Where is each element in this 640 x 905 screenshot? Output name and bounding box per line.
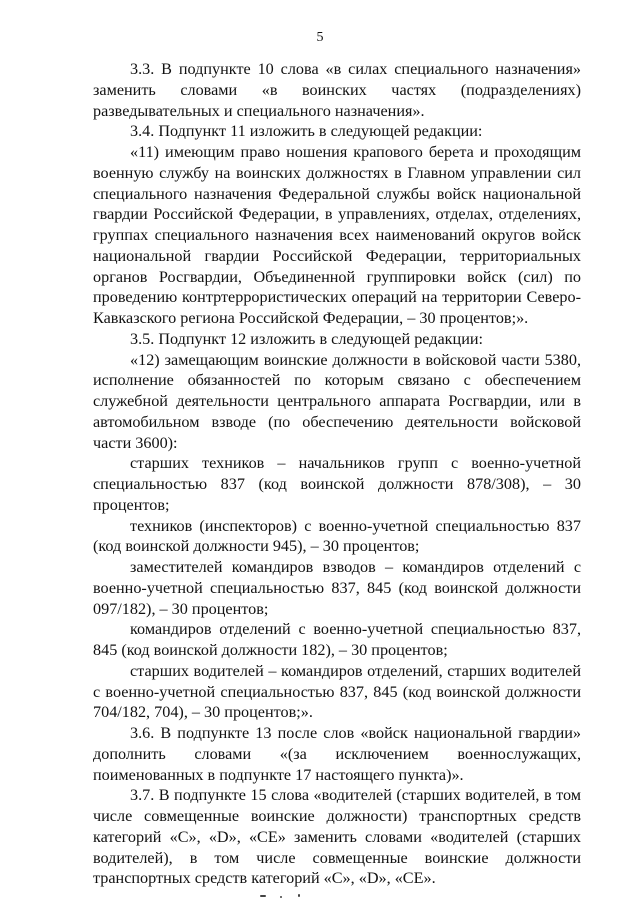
scan-artifact (258, 892, 308, 900)
list-item-deputy-platoon-commanders: заместителей командиров взводов – командиров отделений с военно-учетной специальностью 837, 845 (код воинской должности 097/182), – 30 процентов; (93, 558, 581, 618)
document-body (93, 59, 581, 889)
subparagraph-12-text: «12) замещающим воинские должности в войсковой части 5380, исполнение обязанностей по которым связано с обеспечением служебной деятельности центрального аппарата Росгвардии, или в автомобильном взводе (по обеспечению деятельности войсковой части 3600): (93, 350, 581, 452)
paragraph-3-4: 3.4. Подпункт 11 изложить в следующей редакции: (130, 122, 483, 141)
paragraph-3-3: 3.3. В подпункте 10 слова «в силах специального назначения» заменить словами «в воинских частях (подразделениях) разведывательных и специального назначения». (93, 60, 581, 120)
paragraph-3-6: 3.6. В подпункте 13 после слов «войск национальной гвардии» дополнить словами «(за исключением военнослужащих, поименованных в подпункте 17 настоящего пункта)». (93, 724, 581, 784)
paragraph-3-7: 3.7. В подпункте 15 слова «водителей (старших водителей, в том числе совмещенные воинские должности) транспортных средств категорий «C», «D», «CE» заменить словами «водителей (старших водителей), в том числе совмещенные воинские должности транспортных средств категорий «C», «D», «CE». (93, 786, 581, 888)
subparagraph-11-text: «11) имеющим право ношения крапового берета и проходящим военную службу на воинских должностях в Главном управлении сил специального назначения Федеральной службы войск национальной гвардии Российской Федерации, в управлениях, отделах, отделениях, группах специального назначения всех наименований округов войск национальной гвардии Российской Федерации, территориальных органов Росгвардии, Объединенной группировки войск (сил) по проведению контртеррористических операций на территории Северо-Кавказского региона Российской Федерации, – 30 процентов;». (93, 143, 581, 327)
list-item-senior-drivers: старших водителей – командиров отделений, старших водителей с военно-учетной специальностью 837, 845 (код воинской должности 704/182, 704), – 30 процентов;». (93, 661, 581, 722)
paragraph-3-5: 3.5. Подпункт 12 изложить в следующей редакции: (130, 329, 484, 348)
list-item-technicians: техников (инспекторов) с военно-учетной специальностью 837 (код воинской должности 945), – 30 процентов; (93, 516, 581, 556)
page-number: 5 (316, 30, 324, 45)
list-item-senior-technicians: старших техников – начальников групп с военно-учетной специальностью 837 (код воинской должности 878/308), – 30 процентов; (93, 454, 581, 514)
list-item-squad-commanders: командиров отделений с военно-учетной специальностью 837, 845 (код воинской должности 182), – 30 процентов; (93, 620, 581, 659)
